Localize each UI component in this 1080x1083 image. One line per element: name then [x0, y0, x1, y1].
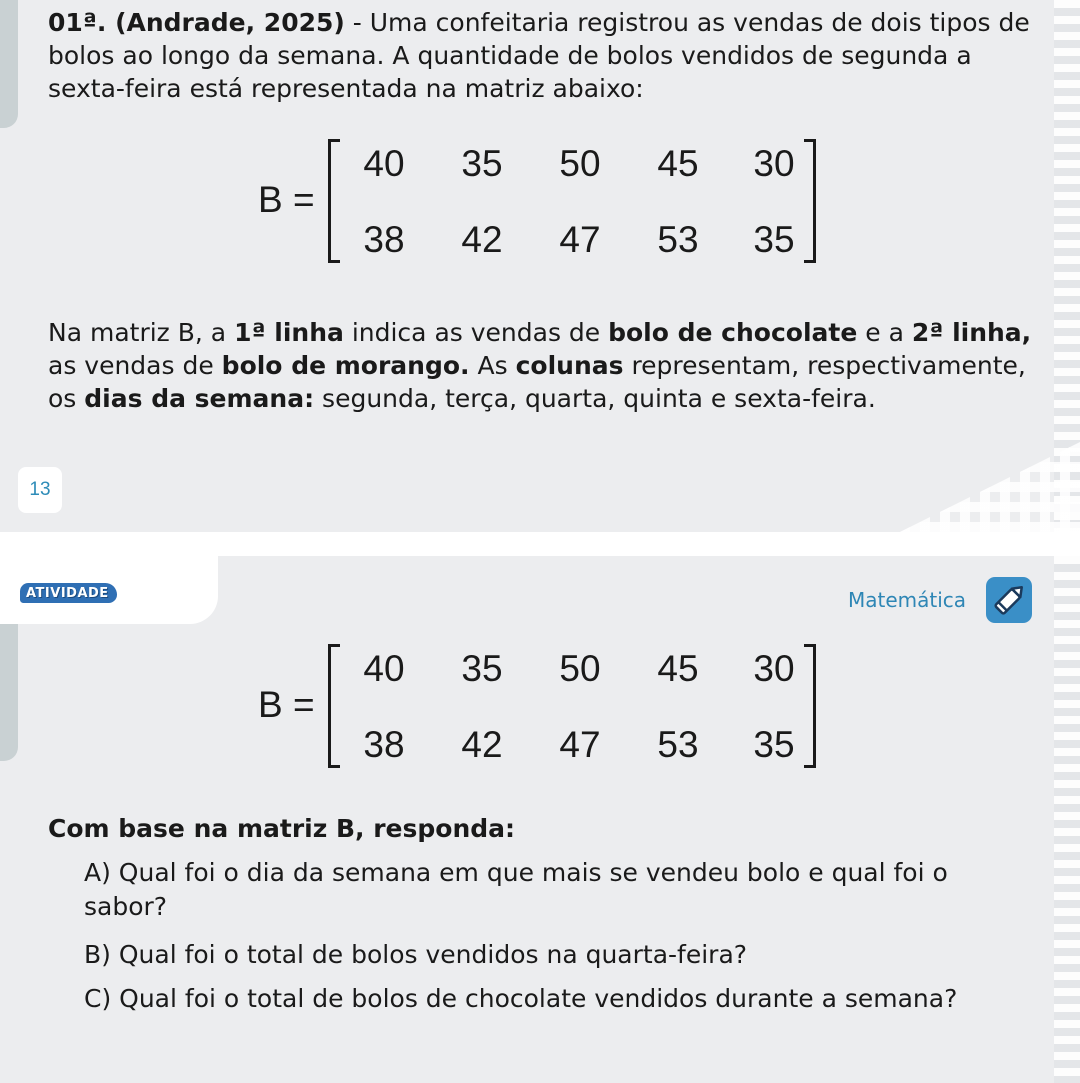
- note-text: As: [469, 351, 516, 380]
- note-bold: dias da semana:: [84, 384, 315, 413]
- matrix-cell: 50: [559, 143, 601, 184]
- question-item-c: C) Qual foi o total de bolos de chocolate vendidos durante a semana?: [84, 984, 958, 1013]
- matrix-cell: 50: [559, 648, 601, 689]
- matrix-cell: 35: [461, 648, 503, 689]
- activity-badge: ATIVIDADE: [20, 583, 117, 603]
- matrix-label: B =: [258, 684, 315, 725]
- activity-slide: [0, 556, 1080, 1083]
- matrix-cell: 30: [753, 143, 795, 184]
- matrix-cell: 40: [363, 648, 405, 689]
- question-intro: [48, 6, 1038, 105]
- pixel-border-decoration: [1054, 556, 1080, 1083]
- pencil-icon: [986, 577, 1032, 623]
- question-item-b: B) Qual foi o total de bolos vendidos na quarta-feira?: [84, 940, 748, 969]
- left-bracket: [328, 644, 340, 768]
- pixel-corner-decoration: [900, 442, 1080, 532]
- matrix-cell: 38: [363, 219, 405, 260]
- note-bold: colunas: [515, 351, 624, 380]
- note-text: indica as vendas de: [343, 318, 609, 347]
- matrix-cell: 35: [461, 143, 503, 184]
- right-bracket: [804, 644, 816, 768]
- note-bold: 2ª linha,: [911, 318, 1032, 347]
- matrix-cell: 35: [753, 219, 795, 260]
- matrix-label: B =: [258, 179, 315, 220]
- left-bracket: [328, 139, 340, 263]
- matrix-cell: 30: [753, 648, 795, 689]
- activity-prompt: Com base na matriz B, responda:: [48, 814, 516, 843]
- matrix-cell: 38: [363, 724, 405, 765]
- matrix-b: [258, 642, 838, 770]
- matrix-cell: 47: [559, 219, 601, 260]
- note-text: segunda, terça, quarta, quinta e sexta-feira.: [314, 384, 876, 413]
- matrix-cell: 47: [559, 724, 601, 765]
- matrix-cell: 42: [461, 219, 503, 260]
- left-tab-decoration: [0, 0, 18, 128]
- matrix-cell: 35: [753, 724, 795, 765]
- matrix-cell: 40: [363, 143, 405, 184]
- note-text: representam, respectivamente, os: [48, 351, 1026, 413]
- matrix-cell: 42: [461, 724, 503, 765]
- note-text: e a: [857, 318, 912, 347]
- question-heading: 01ª. (Andrade, 2025): [48, 8, 345, 37]
- matrix-explanation: [48, 316, 1038, 415]
- question-item-a: A) Qual foi o dia da semana em que mais se vendeu bolo e qual foi o sabor?: [84, 858, 948, 921]
- note-bold: 1ª linha: [234, 318, 344, 347]
- note-text: as vendas de: [48, 351, 222, 380]
- note-text: Na matriz B, a: [48, 318, 235, 347]
- question-slide: [0, 0, 1080, 532]
- matrix-cell: 53: [657, 219, 699, 260]
- matrix-cell: 45: [657, 143, 699, 184]
- question-intro-text: - Uma confeitaria registrou as vendas de dois tipos de bolos ao longo da semana. A quantidade de bolos vendidos de segunda a sexta-feira está representada na matriz abaixo:: [48, 8, 1030, 103]
- matrix-cell: 45: [657, 648, 699, 689]
- page-number: 13: [18, 467, 62, 513]
- note-bold: bolo de morango.: [221, 351, 470, 380]
- subject-label: Matemática: [848, 588, 967, 612]
- right-bracket: [804, 139, 816, 263]
- matrix-b: [258, 137, 838, 265]
- note-bold: bolo de chocolate: [608, 318, 858, 347]
- matrix-cell: 53: [657, 724, 699, 765]
